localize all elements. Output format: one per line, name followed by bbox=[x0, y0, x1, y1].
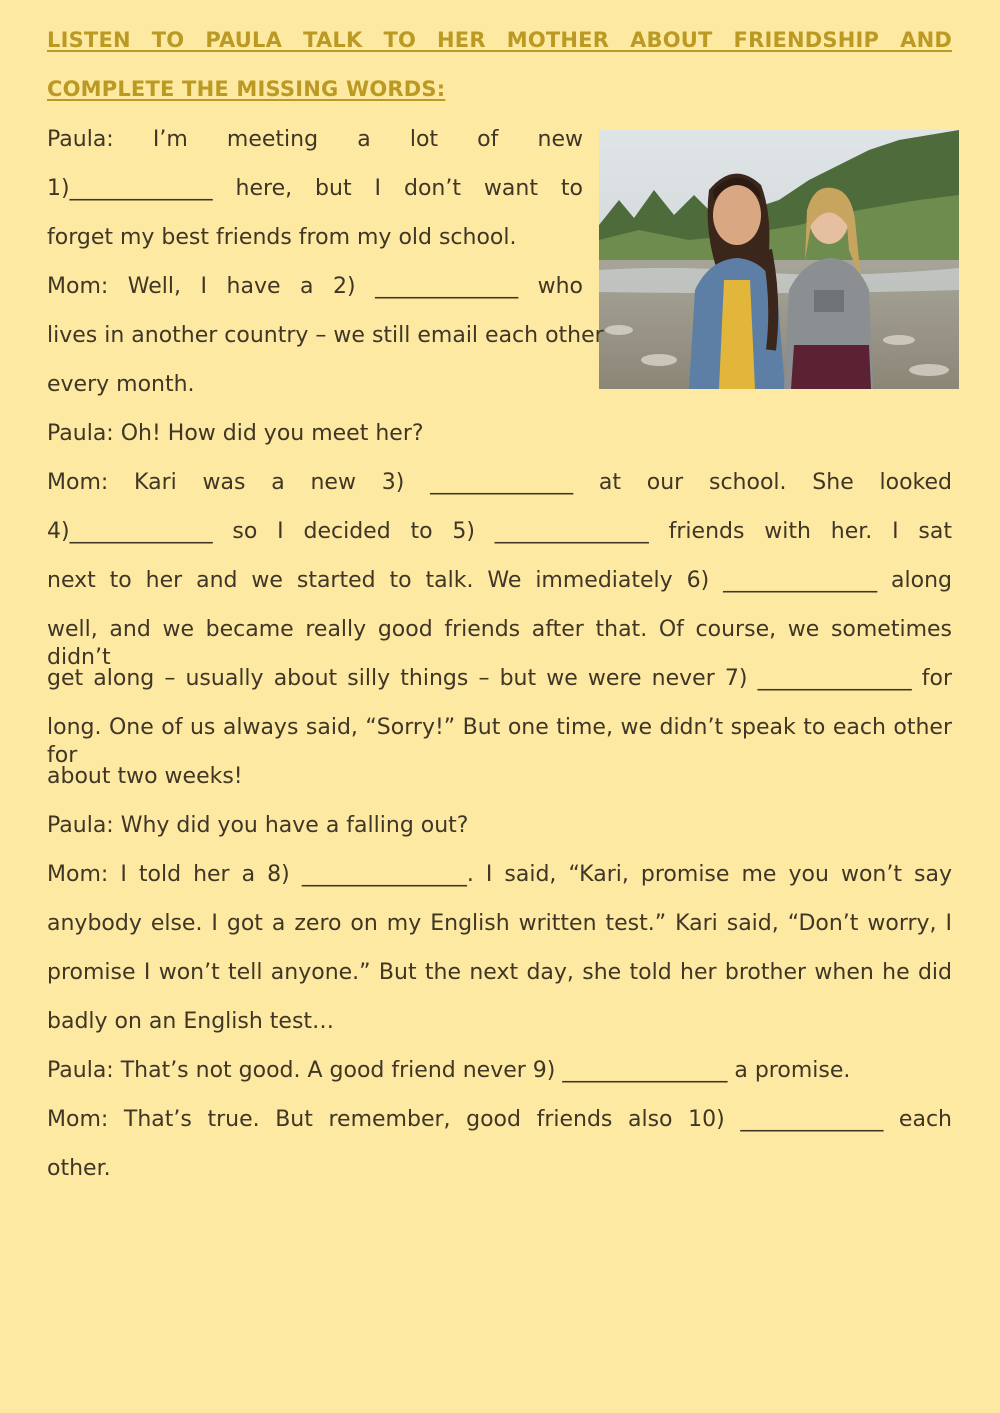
dialogue-line-22: other. bbox=[47, 1156, 111, 1181]
dialogue-line-2: 1)_____________ here, but I don’t want to bbox=[47, 176, 583, 201]
dialogue-line-18: promise I won’t tell anyone.” But the next day, she told her brother when he did bbox=[47, 960, 952, 985]
dialogue-line-9: 4)_____________ so I decided to 5) ______________ friends with her. I sat bbox=[47, 519, 952, 544]
worksheet-title-line-1: LISTEN TO PAULA TALK TO HER MOTHER ABOUT FRIENDSHIP AND bbox=[47, 28, 952, 52]
dialogue-line-17: anybody else. I got a zero on my English written test.” Kari said, “Don’t worry, I bbox=[47, 911, 952, 936]
dialogue-line-12: get along – usually about silly things – but we were never 7) ______________ for bbox=[47, 666, 952, 691]
dialogue-line-8: Mom: Kari was a new 3) _____________ at our school. She looked bbox=[47, 470, 952, 495]
worksheet-title-line-2: COMPLETE THE MISSING WORDS: bbox=[47, 77, 446, 101]
dialogue-line-11: well, and we became really good friends after that. Of course, we sometimes didn’t bbox=[47, 617, 952, 670]
two-girls-photo bbox=[599, 130, 959, 389]
dialogue-line-15: Paula: Why did you have a falling out? bbox=[47, 813, 469, 838]
dialogue-line-6: every month. bbox=[47, 372, 195, 397]
dialogue-line-13: long. One of us always said, “Sorry!” But one time, we didn’t speak to each other for bbox=[47, 715, 952, 768]
dialogue-line-7: Paula: Oh! How did you meet her? bbox=[47, 421, 424, 446]
dialogue-line-1: Paula: I’m meeting a lot of new bbox=[47, 127, 583, 152]
dialogue-line-10: next to her and we started to talk. We immediately 6) ______________ along bbox=[47, 568, 952, 593]
dialogue-line-14: about two weeks! bbox=[47, 764, 243, 789]
dialogue-line-5: lives in another country – we still email each other bbox=[47, 323, 604, 348]
dialogue-line-16: Mom: I told her a 8) _______________. I said, “Kari, promise me you won’t say bbox=[47, 862, 952, 887]
dialogue-line-20: Paula: That’s not good. A good friend never 9) _______________ a promise. bbox=[47, 1058, 851, 1083]
dialogue-line-19: badly on an English test… bbox=[47, 1009, 335, 1034]
dialogue-line-3: forget my best friends from my old school. bbox=[47, 225, 517, 250]
dialogue-line-4: Mom: Well, I have a 2) _____________ who bbox=[47, 274, 583, 299]
dialogue-line-21: Mom: That’s true. But remember, good friends also 10) _____________ each bbox=[47, 1107, 952, 1132]
